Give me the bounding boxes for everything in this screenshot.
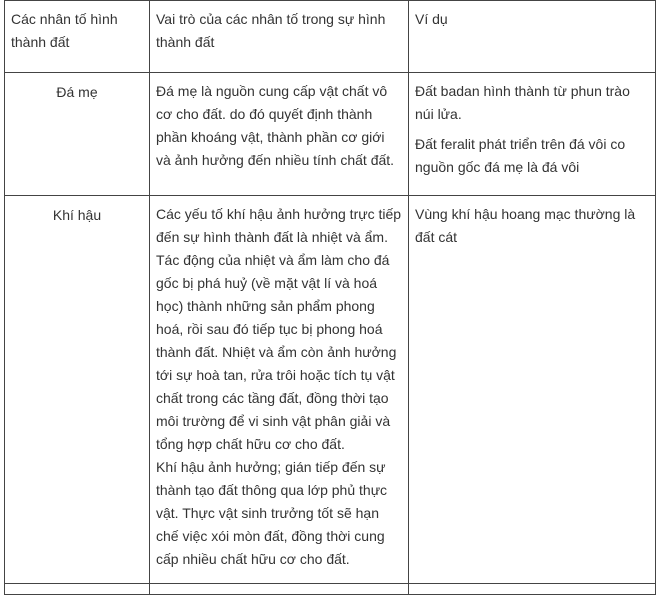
empty-cell <box>150 584 409 595</box>
header-role: Vai trò của các nhân tố trong sự hình thành đất <box>150 1 409 73</box>
factor-name: Khí hậu <box>52 207 102 223</box>
table-row <box>5 196 656 584</box>
empty-cell <box>5 584 150 595</box>
example-text: Vùng khí hậu hoang mạc thường là đất cát <box>415 206 636 245</box>
role-cell <box>150 196 409 584</box>
example-cell <box>409 73 656 196</box>
header-factor: Các nhân tố hình thành đất <box>5 1 150 73</box>
example-cell <box>409 196 656 584</box>
role-text: Khí hậu ảnh hưởng; gián tiếp đến sự thành tạo đất thông qua lớp phủ thực vật. Thực vật sinh trưởng tốt sẽ hạn chế việc xói mòn đất, đồng thời cung cấp nhiều chất hữu cơ cho đất. <box>156 459 388 567</box>
soil-factors-table <box>4 0 656 595</box>
table-row <box>5 73 656 196</box>
example-text: Đất feralit phát triển trên đá vôi co nguồn gốc đá mẹ là đá vôi <box>415 136 626 175</box>
factor-name: Đá mẹ <box>56 84 98 100</box>
factor-cell <box>5 196 150 584</box>
role-text: Đá mẹ là nguồn cung cấp vật chất vô cơ cho đất. do đó quyết định thành phần khoáng vật, thành phần cơ giới và ảnh hưởng đến nhiều tính chất đất. <box>156 83 395 168</box>
role-cell <box>150 73 409 196</box>
header-example: Ví dụ <box>409 1 656 73</box>
factor-cell <box>5 73 150 196</box>
table-header-row <box>5 1 656 73</box>
example-text: Đất badan hình thành từ phun trào núi lửa. <box>415 83 630 122</box>
table-row <box>5 584 656 595</box>
role-text: Các yếu tố khí hậu ảnh hưởng trực tiếp đến sự hình thành đất là nhiệt và ẩm. Tác động của nhiệt và ẩm làm cho đá gốc bị phá huỷ (về mặt vật lí và hoá học) thành những sản phẩm phong hoá, rồi sau đó tiếp tục bị phong hoá thành đất. Nhiệt và ẩm còn ảnh hưởng tới sự hoà tan, rửa trôi hoặc tích tụ vật chất trong các tầng đất, đồng thời tạo môi trường để vi sinh vật phân giải và tổng hợp chất hữu cơ cho đất. <box>156 206 402 452</box>
empty-cell <box>409 584 656 595</box>
